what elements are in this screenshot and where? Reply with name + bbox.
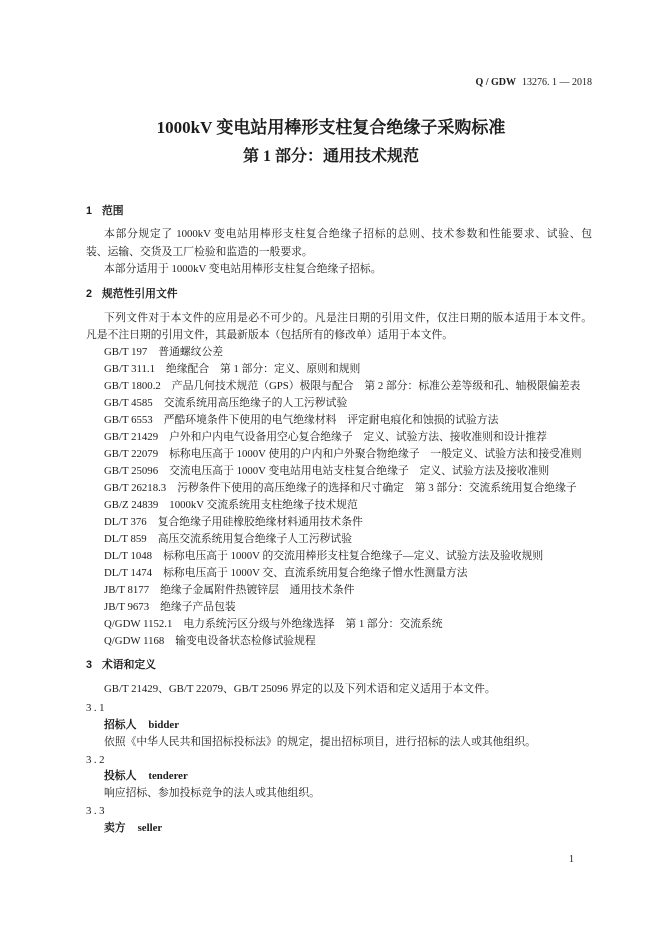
- paragraph-line: 下列文件对于本文件的应用是必不可少的。凡是注日期的引用文件，仅注日期的版本适用于本文件。: [104, 312, 592, 324]
- reference-title: 标称电压高于 1000V 的交流用棒形支柱复合绝缘子—定义、试验方法及验收规则: [163, 550, 544, 562]
- reference-code: Q/GDW 1168: [104, 635, 165, 647]
- reference-code: JB/T 9673: [104, 601, 150, 613]
- reference-code: GB/T 197: [104, 346, 148, 358]
- reference-item: [104, 531, 594, 548]
- term-chinese: 卖方: [104, 822, 126, 834]
- reference-item: [104, 497, 594, 514]
- term-chinese: 招标人: [104, 719, 137, 731]
- reference-item: [104, 429, 594, 446]
- reference-item: [104, 480, 594, 497]
- clause-number: 3.3: [86, 805, 107, 817]
- standard-code-header: [475, 74, 592, 91]
- document-subtitle: 第 1 部分：通用技术规范: [242, 148, 419, 165]
- reference-title: 输变电设备状态检修试验规程: [175, 635, 316, 647]
- section-title: 范围: [102, 205, 124, 217]
- reference-item: [104, 378, 594, 395]
- reference-title: 普通螺纹公差: [158, 346, 224, 358]
- term-definition: 响应招标、参加投标竞争的法人或其他组织。: [104, 787, 320, 799]
- reference-title: 高压交流系统用复合绝缘子人工污秽试验: [157, 533, 353, 545]
- reference-title: 严酷环境条件下使用的电气绝缘材料 评定耐电痕化和蚀损的试验方法: [163, 414, 499, 426]
- reference-item: [104, 616, 594, 633]
- section-number: 2: [86, 288, 93, 300]
- reference-code: DL/T 1474: [104, 567, 153, 579]
- reference-code: Q/GDW 1152.1: [104, 618, 173, 630]
- reference-code: GB/T 1800.2: [104, 380, 161, 392]
- reference-item: [104, 565, 594, 582]
- reference-title: 1000kV 交流系统用支柱绝缘子技术规范: [169, 499, 358, 511]
- document-title: 1000kV 变电站用棒形支柱复合绝缘子采购标准: [156, 118, 506, 137]
- reference-title: 标称电压高于 1000V 交、直流系统用复合绝缘子憎水性测量方法: [163, 567, 468, 579]
- reference-item: [104, 633, 594, 650]
- section-number: 3: [86, 659, 93, 671]
- section-title: 术语和定义: [102, 659, 156, 671]
- reference-code: JB/T 8177: [104, 584, 150, 596]
- section-number: 1: [86, 205, 93, 217]
- reference-title: 污秽条件下使用的高压绝缘子的选择和尺寸确定 第 3 部分：交流系统用复合绝缘子: [177, 482, 577, 494]
- reference-item: [104, 412, 594, 429]
- reference-item: [104, 599, 594, 616]
- term-chinese: 投标人: [104, 770, 137, 782]
- paragraph-line: 凡是不注日期的引用文件，其最新版本（包括所有的修改单）适用于本文件。: [86, 329, 454, 341]
- reference-title: 复合绝缘子用硅橡胶绝缘材料通用技术条件: [157, 516, 363, 528]
- clause-number: 3.2: [86, 754, 107, 766]
- reference-item: [104, 514, 594, 531]
- reference-item: [104, 361, 594, 378]
- clause-number: 3.1: [86, 702, 107, 714]
- reference-code: GB/T 21429: [104, 431, 159, 443]
- reference-title: 交流电压高于 1000V 变电站用电站支柱复合绝缘子 定义、试验方法及接收准则: [169, 465, 550, 477]
- section-title: 规范性引用文件: [102, 288, 178, 300]
- term-entry: [104, 768, 188, 785]
- reference-title: 交流系统用高压绝缘子的人工污秽试验: [163, 397, 348, 409]
- reference-code: DL/T 859: [104, 533, 147, 545]
- reference-title: 绝缘配合 第 1 部分：定义、原则和规则: [166, 363, 361, 375]
- standard-number: 13276. 1 — 2018: [522, 77, 592, 88]
- section-heading-scope: [86, 203, 124, 220]
- reference-title: 绝缘子金属附件热镀锌层 通用技术条件: [160, 584, 355, 596]
- reference-title: 电力系统污区分级与外绝缘选择 第 1 部分：交流系统: [183, 618, 443, 630]
- reference-title: 绝缘子产品包装: [160, 601, 236, 613]
- standard-prefix: Q / GDW: [475, 77, 516, 88]
- reference-code: GB/T 25096: [104, 465, 159, 477]
- reference-title: 标称电压高于 1000V 使用的户内和户外聚合物绝缘子 一般定义、试验方法和接受准则: [169, 448, 582, 460]
- section-heading-terms-and-definitions: [86, 657, 156, 674]
- page-number: 1: [569, 854, 574, 865]
- reference-item: [104, 548, 594, 565]
- reference-code: GB/Z 24839: [104, 499, 159, 511]
- reference-code: GB/T 311.1: [104, 363, 155, 375]
- term-definition: 依照《中华人民共和国招标投标法》的规定，提出招标项目，进行招标的法人或其他组织。: [104, 736, 536, 748]
- section-heading-normative-references: [86, 286, 178, 303]
- paragraph-line: 本部分规定了 1000kV 变电站用棒形支柱复合绝缘子招标的总则、技术参数和性能要求、试验、包: [104, 228, 592, 240]
- reference-item: [104, 463, 594, 480]
- reference-code: GB/T 6553: [104, 414, 153, 426]
- reference-list: [104, 344, 594, 650]
- reference-title: 产品几何技术规范（GPS）极限与配合 第 2 部分：标准公差等级和孔、轴极限偏差表: [171, 380, 581, 392]
- paragraph-line: 装、运输、交货及工厂检验和监造的一般要求。: [86, 246, 313, 258]
- term-english: seller: [137, 822, 163, 834]
- reference-code: GB/T 4585: [104, 397, 153, 409]
- term-english: tenderer: [148, 770, 188, 782]
- term-entry: [104, 820, 162, 837]
- reference-code: GB/T 22079: [104, 448, 159, 460]
- reference-code: GB/T 26218.3: [104, 482, 167, 494]
- term-english: bidder: [148, 719, 179, 731]
- paragraph-line: 本部分适用于 1000kV 变电站用棒形支柱复合绝缘子招标。: [104, 263, 382, 275]
- reference-item: [104, 395, 594, 412]
- reference-code: DL/T 1048: [104, 550, 153, 562]
- reference-code: DL/T 376: [104, 516, 147, 528]
- reference-item: [104, 344, 594, 361]
- reference-title: 户外和户内电气设备用空心复合绝缘子 定义、试验方法、接收准则和设计推荐: [169, 431, 547, 443]
- reference-item: [104, 446, 594, 463]
- term-entry: [104, 717, 179, 734]
- paragraph-line: GB/T 21429、GB/T 22079、GB/T 25096 界定的以及下列术语和定义适用于本文件。: [104, 683, 496, 695]
- reference-item: [104, 582, 594, 599]
